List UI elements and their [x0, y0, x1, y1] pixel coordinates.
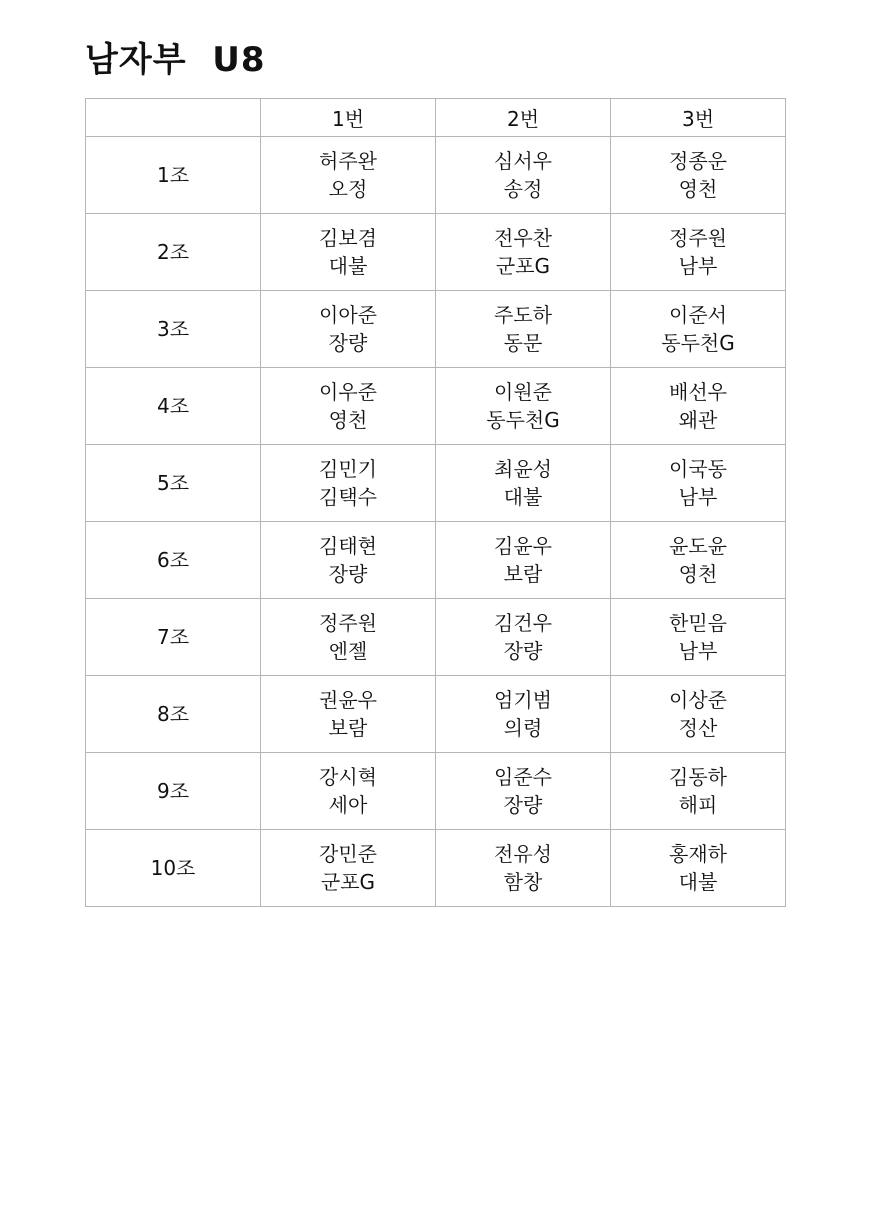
club-name: 보람: [503, 562, 543, 586]
club-name: 영천: [678, 177, 718, 201]
player-name: 임준수: [494, 765, 552, 789]
player-name: 권윤우: [319, 688, 377, 712]
player-name: 정주원: [319, 611, 377, 635]
group-label: 3조: [86, 291, 261, 368]
entry-cell: [261, 753, 436, 830]
roster-body: [86, 137, 786, 907]
player-name: 허주완: [319, 149, 377, 173]
player-name: 주도하: [494, 303, 552, 327]
player-name: 이준서: [669, 303, 727, 327]
club-name: 영천: [678, 562, 718, 586]
group-label: 9조: [86, 753, 261, 830]
entry-cell: [436, 753, 611, 830]
club-name: 엔젤: [328, 639, 368, 663]
club-name: 송정: [503, 177, 543, 201]
club-name: 장량: [328, 331, 368, 355]
club-name: 오정: [328, 177, 368, 201]
club-name: 정산: [678, 716, 718, 740]
entry-cell: [261, 368, 436, 445]
entry-cell: [611, 676, 786, 753]
club-name: 동문: [503, 331, 543, 355]
player-name: 정주원: [669, 226, 727, 250]
player-name: 홍재하: [669, 842, 727, 866]
club-name: 해피: [678, 793, 718, 817]
player-name: 김동하: [669, 765, 727, 789]
player-name: 한믿음: [669, 611, 727, 635]
player-name: 정종운: [669, 149, 727, 173]
entry-cell: [611, 522, 786, 599]
entry-cell: [261, 137, 436, 214]
player-name: 김보겸: [319, 226, 377, 250]
club-name: 김택수: [319, 485, 377, 509]
player-name: 강민준: [319, 842, 377, 866]
group-label: 7조: [86, 599, 261, 676]
entry-cell: [436, 676, 611, 753]
entry-cell: [611, 214, 786, 291]
club-name: 남부: [678, 639, 718, 663]
player-name: 강시혁: [319, 765, 377, 789]
entry-cell: [261, 676, 436, 753]
player-name: 이우준: [319, 380, 377, 404]
club-name: 장량: [503, 793, 543, 817]
club-name: 장량: [503, 639, 543, 663]
entry-cell: [436, 137, 611, 214]
club-name: 대불: [678, 870, 718, 894]
entry-cell: [261, 291, 436, 368]
entry-cell: [436, 522, 611, 599]
entry-cell: [436, 830, 611, 907]
club-name: 함창: [503, 870, 543, 894]
player-name: 전유성: [494, 842, 552, 866]
entry-cell: [261, 214, 436, 291]
table-row: [86, 137, 786, 214]
entry-cell: [261, 522, 436, 599]
player-name: 이원준: [494, 380, 552, 404]
entry-cell: [436, 214, 611, 291]
table-row: [86, 368, 786, 445]
group-label: 10조: [86, 830, 261, 907]
club-name: 대불: [503, 485, 543, 509]
entry-cell: [611, 599, 786, 676]
club-name: 의령: [503, 716, 543, 740]
header-slot-3: 3번: [611, 99, 786, 137]
table-row: [86, 676, 786, 753]
entry-cell: [611, 830, 786, 907]
player-name: 김건우: [494, 611, 552, 635]
table-row: [86, 291, 786, 368]
player-name: 김민기: [319, 457, 377, 481]
entry-cell: [611, 445, 786, 522]
entry-cell: [611, 368, 786, 445]
club-name: 대불: [328, 254, 368, 278]
header-slot-2: 2번: [436, 99, 611, 137]
roster-table: [85, 98, 786, 907]
group-label: 4조: [86, 368, 261, 445]
club-name: 왜관: [678, 408, 718, 432]
player-name: 심서우: [494, 149, 552, 173]
group-label: 5조: [86, 445, 261, 522]
club-name: 남부: [678, 254, 718, 278]
player-name: 전우찬: [494, 226, 552, 250]
group-label: 2조: [86, 214, 261, 291]
player-name: 이국동: [669, 457, 727, 481]
club-name: 동두천G: [486, 408, 560, 432]
club-name: 장량: [328, 562, 368, 586]
table-row: [86, 445, 786, 522]
player-name: 배선우: [669, 380, 727, 404]
player-name: 김태현: [319, 534, 377, 558]
entry-cell: [436, 291, 611, 368]
player-name: 윤도윤: [669, 534, 727, 558]
entry-cell: [261, 445, 436, 522]
header-slot-1: 1번: [261, 99, 436, 137]
table-row: [86, 522, 786, 599]
entry-cell: [611, 753, 786, 830]
table-row: [86, 830, 786, 907]
entry-cell: [611, 137, 786, 214]
group-label: 1조: [86, 137, 261, 214]
player-name: 최윤성: [494, 457, 552, 481]
club-name: 군포G: [495, 254, 551, 278]
entry-cell: [436, 445, 611, 522]
club-name: 세아: [328, 793, 368, 817]
player-name: 엄기범: [494, 688, 552, 712]
entry-cell: [261, 599, 436, 676]
entry-cell: [436, 368, 611, 445]
group-label: 6조: [86, 522, 261, 599]
club-name: 동두천G: [661, 331, 735, 355]
header-corner-cell: [86, 99, 261, 137]
table-row: [86, 214, 786, 291]
club-name: 영천: [328, 408, 368, 432]
player-name: 이아준: [319, 303, 377, 327]
group-label: 8조: [86, 676, 261, 753]
page-title: 남자부 U8: [85, 40, 266, 80]
player-name: 김윤우: [494, 534, 552, 558]
entry-cell: [611, 291, 786, 368]
entry-cell: [261, 830, 436, 907]
player-name: 이상준: [669, 688, 727, 712]
club-name: 보람: [328, 716, 368, 740]
table-row: [86, 753, 786, 830]
table-row: [86, 599, 786, 676]
club-name: 남부: [678, 485, 718, 509]
club-name: 군포G: [320, 870, 376, 894]
entry-cell: [436, 599, 611, 676]
header-row: [86, 99, 786, 137]
